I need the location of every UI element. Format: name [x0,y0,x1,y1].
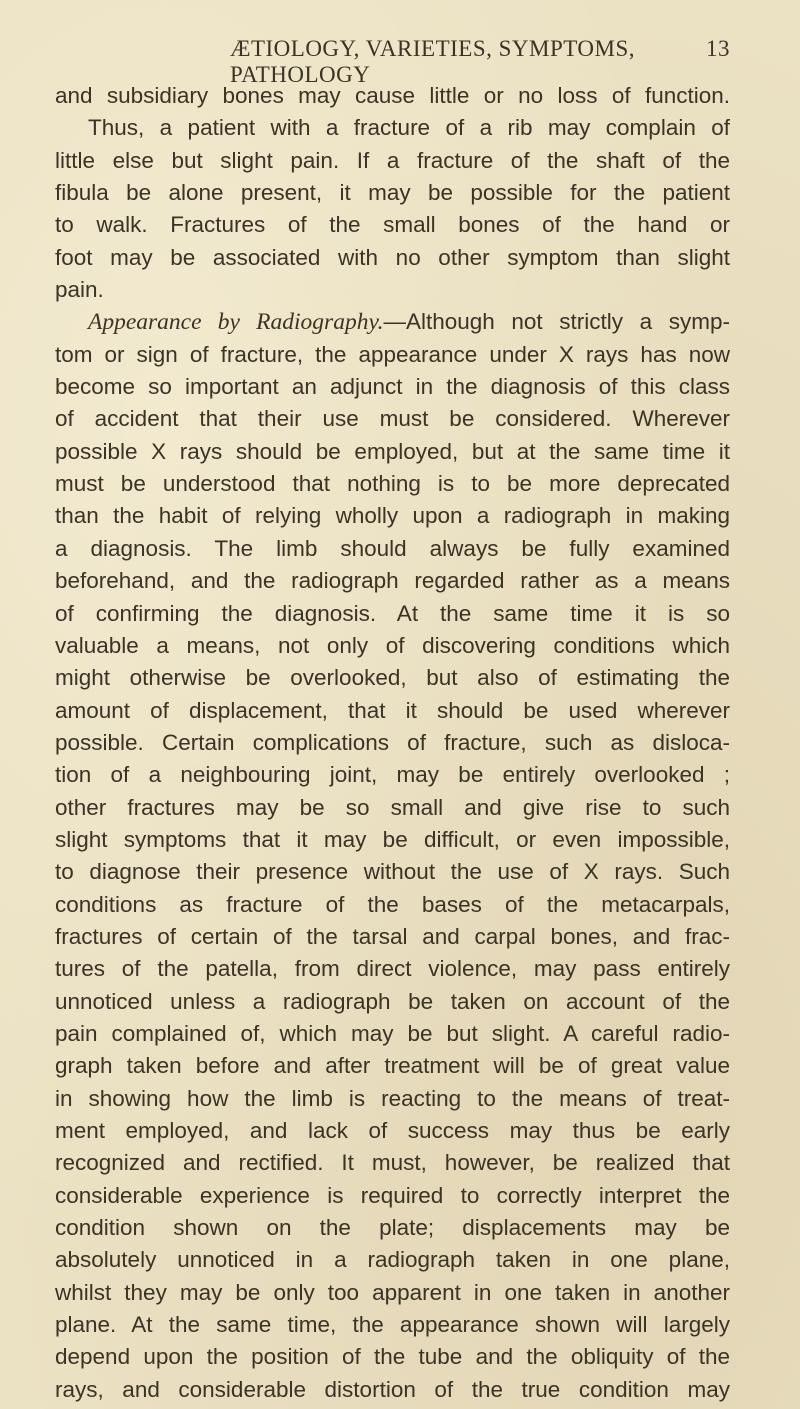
text-line: tures of the patella, from direct violence, may pass entirely [55,956,730,982]
text-line: a diagnosis. The limb should always be fully examined [55,535,730,561]
text-line: might otherwise be overlooked, but also of estimating the [55,665,730,691]
text-line: pain complained of, which may be but slight. A careful radio- [55,1020,730,1046]
text-line: possible X rays should be employed, but at the same time it [55,438,730,464]
text-line: amount of displacement, that it should be used wherever [55,697,730,723]
section-heading: Appearance by Radiography. [88,309,384,336]
text-line: other fractures may be so small and give rise to such [55,794,730,820]
text-line: in showing how the limb is reacting to the means of treat- [55,1085,730,1111]
text-line: condition shown on the plate; displacements may be [55,1215,730,1241]
text-line: unnoticed unless a radiograph be taken on account of the [55,988,730,1014]
text-line: become so important an adjunct in the diagnosis of this class [55,374,730,400]
text-line: depend upon the position of the tube and the obliquity of the [55,1344,730,1370]
text-line: rays, and considerable distortion of the true condition may [55,1376,730,1402]
text-line: slight symptoms that it may be difficult, or even impossible, [55,826,730,852]
text-line: tom or sign of fracture, the appearance under X rays has now [55,341,730,367]
text-line: and subsidiary bones may cause little or no loss of function. [55,83,730,108]
text-line: to diagnose their presence without the use of X rays. Such [55,859,730,885]
running-title: ÆTIOLOGY, VARIETIES, SYMPTOMS, PATHOLOGY [230,36,636,87]
running-head [230,36,730,87]
text-line: pain. [55,277,104,303]
text-line: absolutely unnoticed in a radiograph taken in one plane, [55,1247,730,1273]
text-line: conditions as fracture of the bases of the metacarpals, [55,891,730,917]
text-line: little else but slight pain. If a fracture of the shaft of the [55,147,730,173]
body-text [55,80,730,1406]
text-line: to walk. Fractures of the small bones of the hand or [55,212,730,238]
text-line: plane. At the same time, the appearance shown will largely [55,1312,730,1338]
text-line: considerable experience is required to correctly interpret the [55,1182,730,1208]
text-line: of confirming the diagnosis. At the same time it is so [55,600,730,626]
text-line: Thus, a patient with a fracture of a rib may complain of [88,115,730,141]
text-run: —Although not strictly a symp- [383,309,730,335]
text-line: fractures of certain of the tarsal and carpal bones, and frac- [55,923,730,949]
text-line: fibula be alone present, it may be possible for the patient [55,180,730,206]
paragraph-first-line [55,306,730,338]
text-line: graph taken before and after treatment will be of great value [55,1053,730,1079]
text-line: valuable a means, not only of discovering conditions which [55,632,730,658]
text-line: foot may be associated with no other symptom than slight [55,244,730,270]
text-line: beforehand, and the radiograph regarded rather as a means [55,568,730,594]
text-line: of accident that their use must be considered. Wherever [55,406,730,432]
text-line: must be understood that nothing is to be more deprecated [55,471,730,497]
page-number: 13 [706,36,730,61]
text-line: tion of a neighbouring joint, may be entirely overlooked ; [55,762,730,788]
text-line: ment employed, and lack of success may thus be early [55,1118,730,1143]
text-line: recognized and rectified. It must, however, be realized that [55,1150,730,1176]
text-line: possible. Certain complications of fracture, such as disloca- [55,729,730,755]
text-line: whilst they may be only too apparent in one taken in another [55,1279,730,1305]
text-line: than the habit of relying wholly upon a radiograph in making [55,503,730,529]
